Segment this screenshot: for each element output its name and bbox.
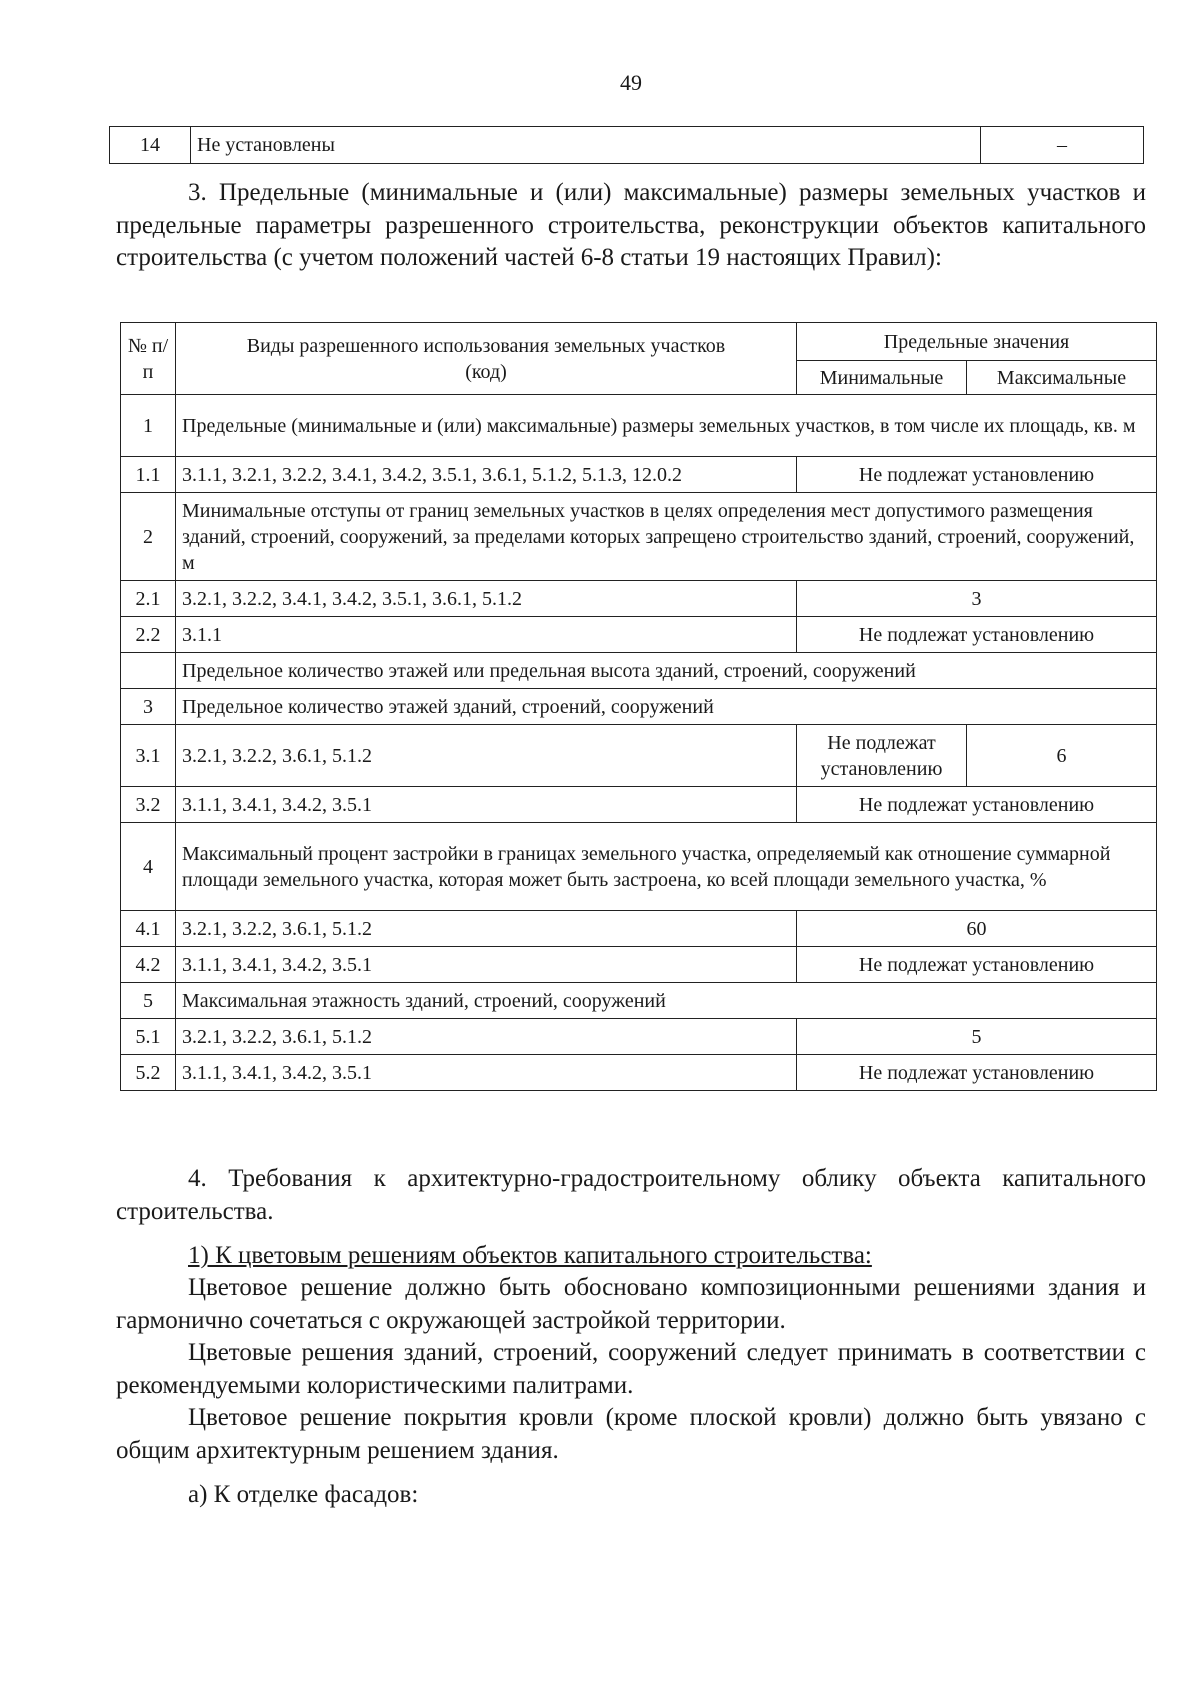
row-value: 60 xyxy=(797,911,1157,947)
row-text: Предельное количество этажей зданий, строений, сооружений xyxy=(176,689,1157,725)
row-number: 4.1 xyxy=(121,911,176,947)
row-number: 3.2 xyxy=(121,787,176,823)
table-row xyxy=(121,617,1157,653)
row-number: 14 xyxy=(110,127,191,164)
subsection-a-heading: а) К отделке фасадов: xyxy=(188,1481,419,1508)
row-number: 4 xyxy=(121,823,176,911)
row-codes: 3.1.1, 3.4.1, 3.4.2, 3.5.1 xyxy=(176,947,797,983)
row-text: Предельное количество этажей или предельная высота зданий, строений, сооружений xyxy=(176,653,1157,689)
table-row xyxy=(121,581,1157,617)
header-min: Минимальные xyxy=(797,361,967,395)
row-text: Минимальные отступы от границ земельных участков в целях определения мест допустимого размещения зданий, строений, сооружений, за пределами которых запрещено строительство зданий, строений, сооружений, м xyxy=(176,493,1157,581)
row-number: 2 xyxy=(121,493,176,581)
row-number: 4.2 xyxy=(121,947,176,983)
table-row xyxy=(121,493,1157,581)
row-codes: 3.2.1, 3.2.2, 3.6.1, 5.1.2 xyxy=(176,1019,797,1055)
page-number: 49 xyxy=(620,70,642,95)
row-codes: 3.1.1, 3.2.1, 3.2.2, 3.4.1, 3.4.2, 3.5.1, 3.6.1, 5.1.2, 5.1.3, 12.0.2 xyxy=(176,457,797,493)
table-row xyxy=(121,947,1157,983)
row-min: Не подлежат установлению xyxy=(797,725,967,787)
color-paragraph-2: Цветовые решения зданий, строений, сооружений следует принимать в соответствии с рекомендуемыми колористическими палитрами. xyxy=(116,1339,1146,1399)
row-number: 3 xyxy=(121,689,176,725)
row-codes: 3.2.1, 3.2.2, 3.4.1, 3.4.2, 3.5.1, 3.6.1, 5.1.2 xyxy=(176,581,797,617)
row-number: 1.1 xyxy=(121,457,176,493)
row-value: Не подлежат установлению xyxy=(797,787,1157,823)
subsection-1-heading xyxy=(116,1240,1146,1273)
header-max: Максимальные xyxy=(967,361,1157,395)
color-paragraph-1: Цветовое решение должно быть обосновано композиционными решениями здания и гармонично сочетаться с окружающей застройкой территории. xyxy=(116,1274,1146,1334)
subsection-1-text: 1) К цветовым решениям объектов капитального строительства: xyxy=(188,1242,872,1269)
row-number: 1 xyxy=(121,395,176,457)
table-row xyxy=(110,127,1144,164)
table-row xyxy=(121,823,1157,911)
row-codes: 3.1.1, 3.4.1, 3.4.2, 3.5.1 xyxy=(176,1055,797,1091)
header-limits: Предельные значения xyxy=(797,323,1157,361)
row-number: 2.2 xyxy=(121,617,176,653)
section-3-paragraph: 3. Предельные (минимальные и (или) максимальные) размеры земельных участков и предельные параметры разрешенного строительства, реконструкции объектов капитального строительства (с учетом положений частей 6-8 статьи 19 настоящих Правил): xyxy=(116,179,1146,271)
row-number xyxy=(121,653,176,689)
row-value: – xyxy=(981,127,1144,164)
row-value: Не подлежат установлению xyxy=(797,1055,1157,1091)
row-number: 3.1 xyxy=(121,725,176,787)
table-row xyxy=(121,787,1157,823)
table-row xyxy=(121,457,1157,493)
row-text: Максимальный процент застройки в границах земельного участка, определяемый как отношение суммарной площади земельного участка, которая может быть застроена, ко всей площади земельного участка, % xyxy=(176,823,1157,911)
row-number: 5 xyxy=(121,983,176,1019)
table-row xyxy=(121,983,1157,1019)
row-codes: 3.1.1 xyxy=(176,617,797,653)
row-codes: 3.1.1, 3.4.1, 3.4.2, 3.5.1 xyxy=(176,787,797,823)
row-number: 2.1 xyxy=(121,581,176,617)
table-row xyxy=(121,1055,1157,1091)
section-4-paragraph: 4. Требования к архитектурно-градостроительному облику объекта капитального строительства. xyxy=(116,1165,1146,1225)
table-row xyxy=(121,1019,1157,1055)
table-row xyxy=(121,653,1157,689)
table-row xyxy=(121,395,1157,457)
row-value: 3 xyxy=(797,581,1157,617)
row-codes: 3.2.1, 3.2.2, 3.6.1, 5.1.2 xyxy=(176,725,797,787)
row-value: 5 xyxy=(797,1019,1157,1055)
row-number: 5.1 xyxy=(121,1019,176,1055)
color-paragraph-3: Цветовое решение покрытия кровли (кроме плоской кровли) должно быть увязано с общим архитектурным решением здания. xyxy=(116,1404,1146,1464)
row-value: Не подлежат установлению xyxy=(797,457,1157,493)
table-row xyxy=(121,911,1157,947)
row-value: Не подлежат установлению xyxy=(797,947,1157,983)
row-text: Предельные (минимальные и (или) максимальные) размеры земельных участков, в том числе их площадь, кв. м xyxy=(176,395,1157,457)
row-text: Максимальная этажность зданий, строений, сооружений xyxy=(176,983,1157,1019)
header-types: Виды разрешенного использования земельных участков (код) xyxy=(176,323,797,395)
row-codes: 3.2.1, 3.2.2, 3.6.1, 5.1.2 xyxy=(176,911,797,947)
header-number: № п/п xyxy=(121,323,176,395)
row-value: Не подлежат установлению xyxy=(797,617,1157,653)
table-header-row xyxy=(121,323,1157,361)
row-text: Не установлены xyxy=(191,127,981,164)
limits-table xyxy=(120,322,1157,1091)
table-row xyxy=(121,725,1157,787)
row-max: 6 xyxy=(967,725,1157,787)
row-number: 5.2 xyxy=(121,1055,176,1091)
top-table xyxy=(109,126,1144,164)
table-row xyxy=(121,689,1157,725)
